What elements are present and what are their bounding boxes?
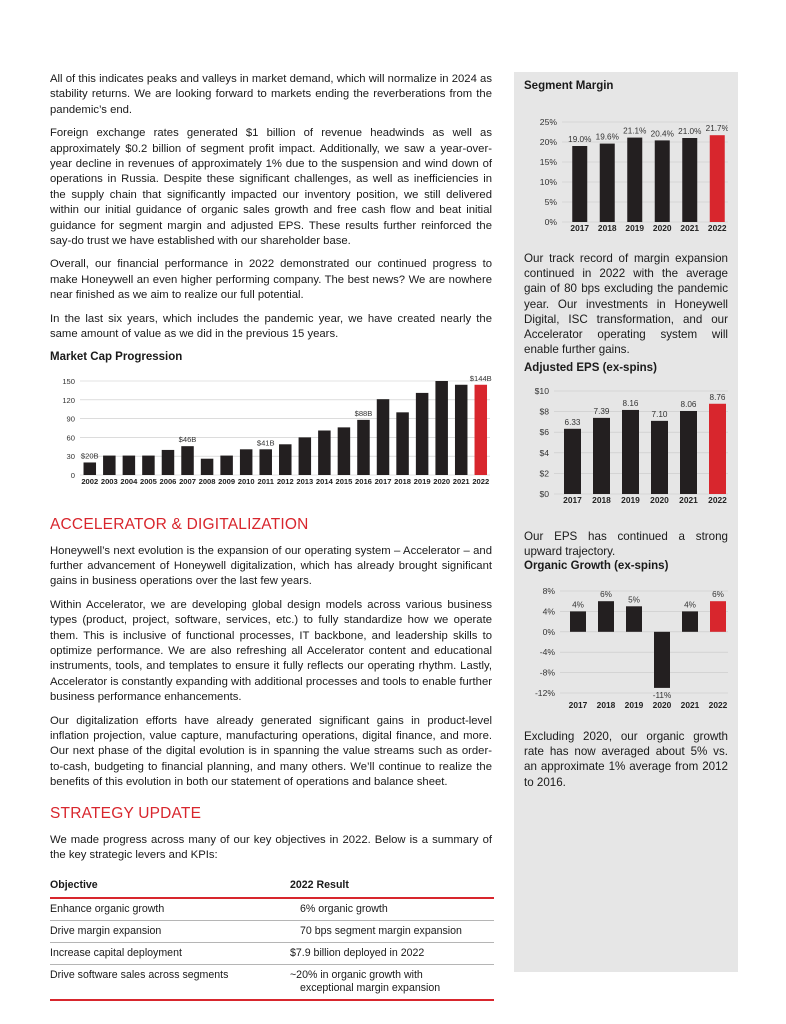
adjusted-eps-text: Our EPS has continued a strong upward trajectory. [524,530,728,559]
intro-paragraph-2: Foreign exchange rates generated $1 billion of revenue headwinds as well as approximately $0.2 billion of segment profit impact. Additionally, we saw a year-over-year decline in revenues of approximately 1% due to the suspension and wind down of operations in Russia. Despite these significant challenges, as well as inefficiencies in the supply chain that significantly impacted our inventory position, we still delivered within our initial guidance of organic sales growth and free cash flow and beat initial guidance for segment margin and adjusted EPS. These results further reinforced the say-do trust we have established with our shareholder base. [50,127,492,248]
accelerator-paragraph-3: Our digitalization efforts have already generated significant gains in product-level inflation projection, value capture, manufacturing operations, digital finance, and more. Our next phase of the digital evolution is in spanning the value streams such as order-to-cash, budgeting to financial planning, and many others. We’ll continue to realize the benefits of this evolution in both our statement of operations and balance sheet. [50,714,492,789]
bar [103,455,116,474]
table-row [50,921,494,943]
x-tick-label: 2020 [652,223,672,233]
bar [600,144,615,222]
x-tick-label: 2021 [680,700,700,710]
intro-paragraph-1: All of this indicates peaks and valleys in market demand, which will normalize in 2024 as stability returns. We are looking forward to markets ending the reverberations from the pandemic’s end. [50,73,492,116]
x-tick-label: 2018 [597,223,617,233]
bar [435,381,448,475]
adjusted-eps-title: Adjusted EPS (ex-spins) [524,362,657,374]
bar [279,444,292,475]
bar [598,601,614,632]
y-tick-label: 15% [539,157,557,167]
y-tick-label: 120 [62,395,75,405]
x-tick-label: 2022 [472,476,490,486]
x-tick-label: 2017 [568,700,588,710]
bar [220,455,233,474]
accelerator-paragraph-2: Within Accelerator, we are developing global design models across various business types (product, project, software, services, etc.) to fully standardize how we operate them. This is inclusive of functional processes, IT backbone, and leadership skills to optimize performance. We are also refreshing all Accelerator content and educational instruments, tools, and templates to ensure it fully reflects our operating rhythm. Lastly, Accelerator is constantly expanding with additional processes and tools to enable further business performance enhancements. [50,598,492,704]
bar [338,427,351,475]
x-tick-label: 2016 [355,476,372,486]
bar [593,418,610,494]
bar [240,449,253,475]
bar [259,449,272,475]
bar [123,455,136,474]
x-tick-label: 2005 [139,476,157,486]
data-label: 19.6% [595,132,619,142]
data-label: 8.16 [622,398,639,408]
x-tick-label: 2022 [707,223,727,233]
data-label: $41B [256,437,275,447]
bar [680,411,697,494]
y-tick-label: $2 [539,468,549,479]
y-tick-label: $8 [539,406,549,417]
adjusted-eps-block [524,362,728,559]
organic-growth-block [524,560,728,790]
x-tick-label: 2013 [296,476,314,486]
bar [475,384,488,474]
x-tick-label: 2021 [452,476,470,486]
data-label: -11% [652,690,672,700]
intro-paragraph-4: In the last six years, which includes the pandemic year, we have created nearly the same amount of value as we did in the previous 15 years. [50,312,492,341]
bar [416,392,429,474]
data-label: 21.1% [623,126,647,136]
y-tick-label: 90 [66,414,75,424]
kpi-result [290,898,494,921]
x-tick-label: 2012 [276,476,294,486]
bar [318,430,331,474]
x-tick-label: 2007 [179,476,196,486]
x-tick-label: 2002 [81,476,99,486]
y-tick-label: -4% [539,647,555,658]
x-tick-label: 2017 [374,476,392,486]
data-label: 6.33 [564,417,581,427]
bar [622,410,639,494]
data-label: 21.7% [705,124,728,134]
intro-paragraph-3: Overall, our financial performance in 2022 demonstrated our continued progress to make Honeywell an even higher performing company. The best news? We are nowhere near finished as we aim to realize our full potential. [50,258,492,302]
x-tick-label: 2019 [624,700,644,710]
y-tick-label: $0 [539,489,549,499]
y-tick-label: 8% [542,586,555,596]
bar [682,138,697,222]
kpi-table-header-row [50,875,494,898]
segment-margin-block [524,80,728,357]
kpi-objective: Increase capital deployment [50,943,290,965]
bar [396,412,409,475]
y-tick-label: -12% [534,688,555,698]
data-label: 7.10 [651,409,668,419]
x-tick-label: 2017 [570,223,590,233]
bar [654,632,670,688]
y-tick-label: 0% [544,217,557,227]
kpi-header-result: 2022 Result [290,875,494,898]
y-tick-label: 0 [70,470,75,480]
data-label: 19.0% [568,135,592,144]
x-tick-label: 2020 [650,495,669,505]
data-label: 4% [572,600,584,610]
segment-margin-title: Segment Margin [524,80,614,92]
x-tick-label: 2020 [433,476,451,486]
x-tick-label: 2021 [680,223,700,233]
kpi-table [50,875,494,1001]
x-tick-label: 2018 [596,700,616,710]
segment-margin-chart-svg [524,92,728,234]
bar [181,446,194,475]
bar [142,455,155,474]
y-tick-label: 150 [62,376,75,386]
data-label: 20.4% [650,129,674,139]
bar [709,404,726,494]
data-label: 21.0% [678,127,702,136]
kpi-objective: Enhance organic growth [50,898,290,921]
y-tick-label: 4% [542,606,555,617]
y-tick-label: $10 [534,386,549,396]
bar [455,384,468,474]
x-tick-label: 2019 [625,223,645,233]
x-tick-label: 2004 [120,476,138,486]
x-tick-label: 2019 [413,476,431,486]
x-tick-label: 2003 [100,476,118,486]
strategy-heading: STRATEGY UPDATE [50,804,202,822]
kpi-objective: Drive margin expansion [50,921,290,943]
x-tick-label: 2020 [652,700,672,710]
bar [201,458,214,474]
x-tick-label: 2010 [237,476,255,486]
bar [682,611,698,631]
kpi-result: $7.9 billion deployed in 2022 [290,943,494,965]
kpi-result [290,965,494,1001]
kpi-result-text: 70 bps segment margin expansion [300,925,462,938]
data-label: $46B [178,434,197,444]
data-label: 6% [712,590,724,600]
x-tick-label: 2022 [708,495,727,505]
bar [626,606,642,632]
segment-margin-text: Our track record of margin expansion continued in 2022 with the average gain of 80 bps excluding the pandemic year. Our investments in Honeywell Digital, ISC transformation, and our Accelerator operating system will enable further gains. [524,252,728,357]
y-tick-label: 20% [539,137,557,147]
organic-growth-text: Excluding 2020, our organic growth rate has now averaged about 5% vs. an approximate 1% average from 2012 to 2016. [524,730,728,789]
table-row [50,898,494,921]
organic-growth-title: Organic Growth (ex-spins) [524,560,669,572]
bar [570,611,586,631]
y-tick-label: 10% [539,177,557,187]
x-tick-label: 2015 [335,476,353,486]
data-label: 7.39 [593,406,610,416]
main-column [50,72,492,1001]
bar [299,437,312,475]
x-tick-label: 2011 [257,476,274,486]
y-tick-label: 30 [66,451,75,461]
data-label: 4% [684,600,696,610]
organic-growth-chart-svg [524,572,728,712]
data-label: $20B [80,450,99,460]
x-tick-label: 2022 [708,700,728,710]
data-label: $144B [469,373,492,383]
bar [710,601,726,632]
bar [627,138,642,222]
kpi-result [290,921,494,943]
x-tick-label: 2019 [621,495,640,505]
y-tick-label: 60 [66,432,75,442]
bar [651,421,668,494]
y-tick-label: $4 [539,447,549,458]
x-tick-label: 2021 [679,495,698,505]
y-tick-label: 5% [544,197,557,207]
table-row [50,965,494,1001]
y-tick-label: $6 [539,427,549,438]
x-tick-label: 2017 [563,495,582,505]
x-tick-label: 2008 [198,476,216,486]
data-label: 6% [600,590,612,600]
y-tick-label: 0% [542,626,555,637]
data-label: 5% [628,595,640,605]
bar [655,140,670,222]
kpi-result-line-1: ~20% in organic growth with [290,969,423,982]
x-tick-label: 2014 [315,476,333,486]
x-tick-label: 2009 [218,476,236,486]
bar [710,135,725,222]
strategy-intro: We made progress across many of our key objectives in 2022. Below is a summary of the key strategic levers and KPIs: [50,833,492,861]
kpi-header-objective: Objective [50,875,290,898]
kpi-objective: Drive software sales across segments [50,965,290,1001]
x-tick-label: 2006 [159,476,177,486]
market-cap-chart-title: Market Cap Progression [50,350,183,363]
market-cap-chart [50,351,492,508]
y-tick-label: 25% [539,117,557,127]
data-label: $88B [354,408,373,418]
accelerator-heading: ACCELERATOR & DIGITALIZATION [50,515,309,533]
market-cap-chart-svg [50,363,492,503]
sidebar-panel [514,72,738,972]
bar [564,429,581,494]
data-label: 8.76 [709,392,726,402]
adjusted-eps-chart-svg [524,374,728,512]
kpi-result-line-2: exceptional margin expansion [300,982,441,995]
bar [572,146,587,222]
bar [377,399,390,475]
data-label: 8.06 [680,399,697,409]
bar [357,419,370,474]
table-row [50,943,494,965]
x-tick-label: 2018 [592,495,611,505]
bar [162,449,175,474]
kpi-result-text: 6% organic growth [300,903,388,916]
x-tick-label: 2018 [394,476,412,486]
accelerator-paragraph-1: Honeywell’s next evolution is the expansion of our operating system – Accelerator – and further advancement of Honeywell digitalization, which has already brought significant gains in business operations over the last few years. [50,544,492,588]
bar [84,462,97,475]
y-tick-label: -8% [539,667,555,678]
